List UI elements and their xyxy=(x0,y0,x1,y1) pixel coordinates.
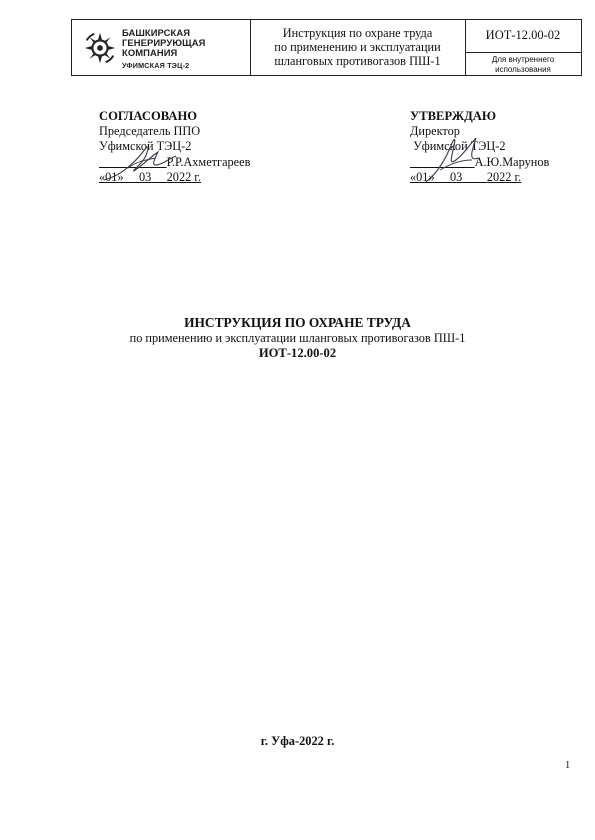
header-title-line-1: Инструкция по охране труда xyxy=(282,26,433,40)
internal-use-line-1: Для внутреннего xyxy=(491,55,555,64)
company-logo-icon xyxy=(81,29,119,67)
approved-heading: УТВЕРЖДАЮ xyxy=(410,109,497,123)
main-subtitle: по применению и эксплуатации шланговых противогазов ПШ-1 xyxy=(129,331,466,345)
company-logo-text xyxy=(122,28,205,70)
agreed-name: Р.Р.Ахметгареев xyxy=(166,154,251,169)
approved-position: Директор xyxy=(410,124,460,139)
header-cell-divider xyxy=(465,52,581,53)
logo-line-3: КОМПАНИЯ xyxy=(122,47,178,58)
agreed-org: Уфимской ТЭЦ-2 xyxy=(99,139,192,154)
internal-use-line-2: использования xyxy=(495,64,551,74)
agreed-date-day: «01» xyxy=(99,169,124,184)
header-title-line-3: шланговых противогазов ПШ-1 xyxy=(274,54,441,69)
header-title xyxy=(250,26,465,69)
agreed-heading: СОГЛАСОВАНО xyxy=(99,109,198,123)
internal-use-label xyxy=(465,55,581,74)
approved-name: А.Ю.Марунов xyxy=(474,154,550,169)
logo-subtitle: УФИМСКАЯ ТЭЦ-2 xyxy=(122,61,190,70)
approved-date-year: 2022 г. xyxy=(486,169,522,184)
main-doc-code: ИОТ-12.00-02 xyxy=(258,346,337,360)
logo-cell xyxy=(72,20,251,75)
approved-org-text: Уфимской ТЭЦ-2 xyxy=(413,139,506,154)
approved-signature-image xyxy=(420,130,490,190)
main-title: ИНСТРУКЦИЯ ПО ОХРАНЕ ТРУДА xyxy=(184,315,411,330)
agreed-date-month: 03 xyxy=(138,169,152,184)
logo-line-1: БАШКИРСКАЯ xyxy=(122,27,191,38)
header-code-cell xyxy=(465,20,581,75)
logo-line-2: ГЕНЕРИРУЮЩАЯ xyxy=(122,37,206,48)
agreed-signature-image xyxy=(100,138,180,188)
agreed-date-year: 2022 г. xyxy=(166,169,202,184)
header-doc-code: ИОТ-12.00-02 xyxy=(485,28,561,42)
header-table xyxy=(71,19,582,76)
approved-date-day: «01» xyxy=(410,169,435,184)
city-year: г. Уфа-2022 г. xyxy=(260,734,335,748)
header-title-cell xyxy=(250,20,466,75)
agreed-position: Председатель ППО xyxy=(99,124,201,139)
approved-date-month: 03 xyxy=(449,169,463,184)
header-title-line-2: по применению и эксплуатации xyxy=(274,40,441,55)
page-number: 1 xyxy=(565,760,571,771)
